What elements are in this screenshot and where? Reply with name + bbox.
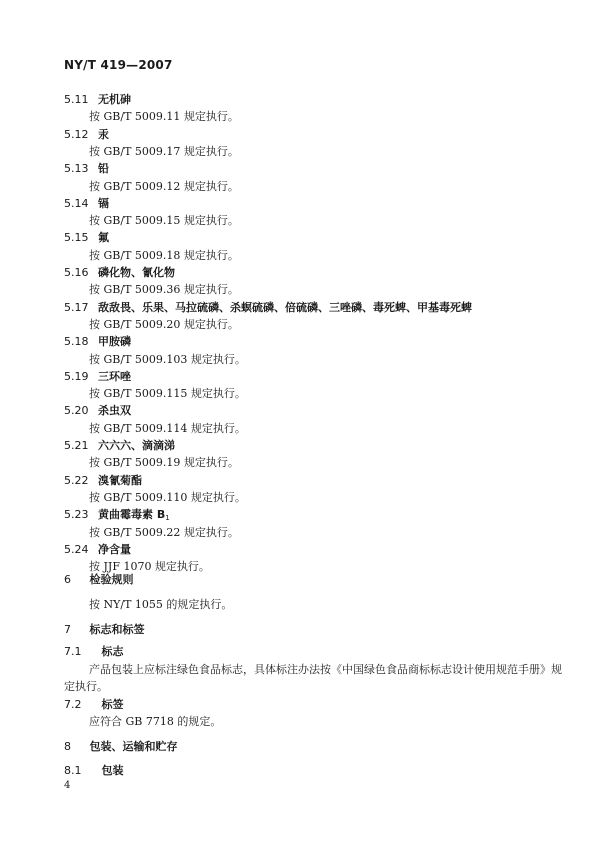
clause-8-1-number: 8.1: [64, 764, 82, 777]
clause-7-1-number: 7.1: [64, 645, 82, 658]
clause-heading: [64, 93, 131, 107]
clause-text: 按 GB/T 5009.17 规定执行。: [89, 145, 239, 158]
section-7-title: 标志和标签: [89, 623, 145, 636]
clause-7-1-title: 标志: [101, 645, 124, 658]
clause-7-1-text-line1: 产品包装上应标注绿色食品标志，具体标注办法按《中国绿色食品商标标志设计使用规范手册》规: [89, 663, 562, 676]
clause-number: 5.14: [64, 197, 89, 210]
clause-heading: [64, 474, 142, 488]
section-6-heading: [64, 573, 134, 587]
clause-text: 按 GB/T 5009.22 规定执行。: [89, 526, 239, 539]
clause-number: 5.17: [64, 301, 89, 314]
clause-text: 按 GB/T 5009.115 规定执行。: [89, 387, 246, 400]
clause-text: 按 GB/T 5009.11 规定执行。: [89, 110, 239, 123]
clause-number: 5.18: [64, 335, 89, 348]
clause-heading: [64, 543, 131, 557]
clause-title: 氟: [98, 231, 109, 244]
clause-number: 5.15: [64, 231, 89, 244]
clause-title: 镉: [98, 197, 109, 210]
clause-title: 甲胺磷: [98, 335, 131, 348]
section-7-heading: [64, 623, 145, 637]
section-8-number: 8: [64, 740, 71, 753]
clause-number: 5.13: [64, 162, 89, 175]
section-8-title: 包装、运输和贮存: [89, 740, 178, 753]
section-6-title: 检验规则: [89, 573, 134, 586]
clause-heading: [64, 439, 175, 453]
clause-heading: [64, 370, 131, 384]
clause-text: 按 GB/T 5009.12 规定执行。: [89, 180, 239, 193]
clause-number: 5.22: [64, 474, 89, 487]
clause-text: 按 GB/T 5009.110 规定执行。: [89, 491, 246, 504]
clause-title: 敌敌畏、乐果、马拉硫磷、杀螟硫磷、倍硫磷、三唑磷、毒死蜱、甲基毒死蜱: [98, 301, 472, 314]
clause-7-2-text: 应符合 GB 7718 的规定。: [89, 715, 222, 728]
clause-text: 按 GB/T 5009.19 规定执行。: [89, 456, 239, 469]
clause-title: 黄曲霉毒素 B: [98, 508, 166, 521]
clause-text: 按 GB/T 5009.20 规定执行。: [89, 318, 239, 331]
clause-title: 六六六、滴滴涕: [98, 439, 175, 452]
clause-heading: [64, 266, 175, 280]
clause-title-subscript: 1: [165, 514, 170, 522]
clause-heading: [64, 197, 109, 211]
clause-8-1-heading: [64, 764, 124, 778]
clause-heading: [64, 162, 109, 176]
clause-title: 汞: [98, 128, 109, 141]
clause-7-2-heading: [64, 698, 124, 712]
clause-heading: [64, 128, 109, 142]
clause-heading: [64, 301, 472, 315]
section-8-heading: [64, 740, 178, 754]
clause-number: 5.11: [64, 93, 89, 106]
clause-title: 磷化物、氰化物: [98, 266, 175, 279]
clause-7-2-title: 标签: [101, 698, 124, 711]
clause-title: 杀虫双: [98, 404, 131, 417]
standard-code-header: NY/T 419—2007: [64, 58, 173, 72]
clause-text: 按 JJF 1070 规定执行。: [89, 560, 210, 573]
clause-title: 铅: [98, 162, 109, 175]
clause-text: 按 GB/T 5009.36 规定执行。: [89, 283, 239, 296]
clause-number: 5.19: [64, 370, 89, 383]
clause-8-1-title: 包装: [101, 764, 124, 777]
section-6-text: 按 NY/T 1055 的规定执行。: [89, 598, 233, 611]
clause-text: 按 GB/T 5009.114 规定执行。: [89, 422, 246, 435]
clause-title: 三环唑: [98, 370, 131, 383]
clause-title: 无机砷: [98, 93, 131, 106]
section-6-number: 6: [64, 573, 71, 586]
page-number: 4: [64, 780, 71, 791]
clause-number: 5.12: [64, 128, 89, 141]
clause-title: 溴氰菊酯: [98, 474, 142, 487]
clause-7-1-heading: [64, 645, 124, 659]
clause-heading: [64, 508, 170, 525]
clause-number: 5.16: [64, 266, 89, 279]
clause-number: 5.21: [64, 439, 89, 452]
clause-heading: [64, 231, 109, 245]
clause-text: 按 GB/T 5009.103 规定执行。: [89, 353, 246, 366]
clause-heading: [64, 404, 131, 418]
clause-text: 按 GB/T 5009.18 规定执行。: [89, 249, 239, 262]
section-7-number: 7: [64, 623, 71, 636]
clause-title: 净含量: [98, 543, 131, 556]
clause-7-1-text-line2: 定执行。: [64, 680, 108, 693]
clause-heading: [64, 335, 131, 349]
clause-number: 5.20: [64, 404, 89, 417]
clause-7-2-number: 7.2: [64, 698, 82, 711]
clause-text: 按 GB/T 5009.15 规定执行。: [89, 214, 239, 227]
clause-number: 5.23: [64, 508, 89, 521]
clause-number: 5.24: [64, 543, 89, 556]
